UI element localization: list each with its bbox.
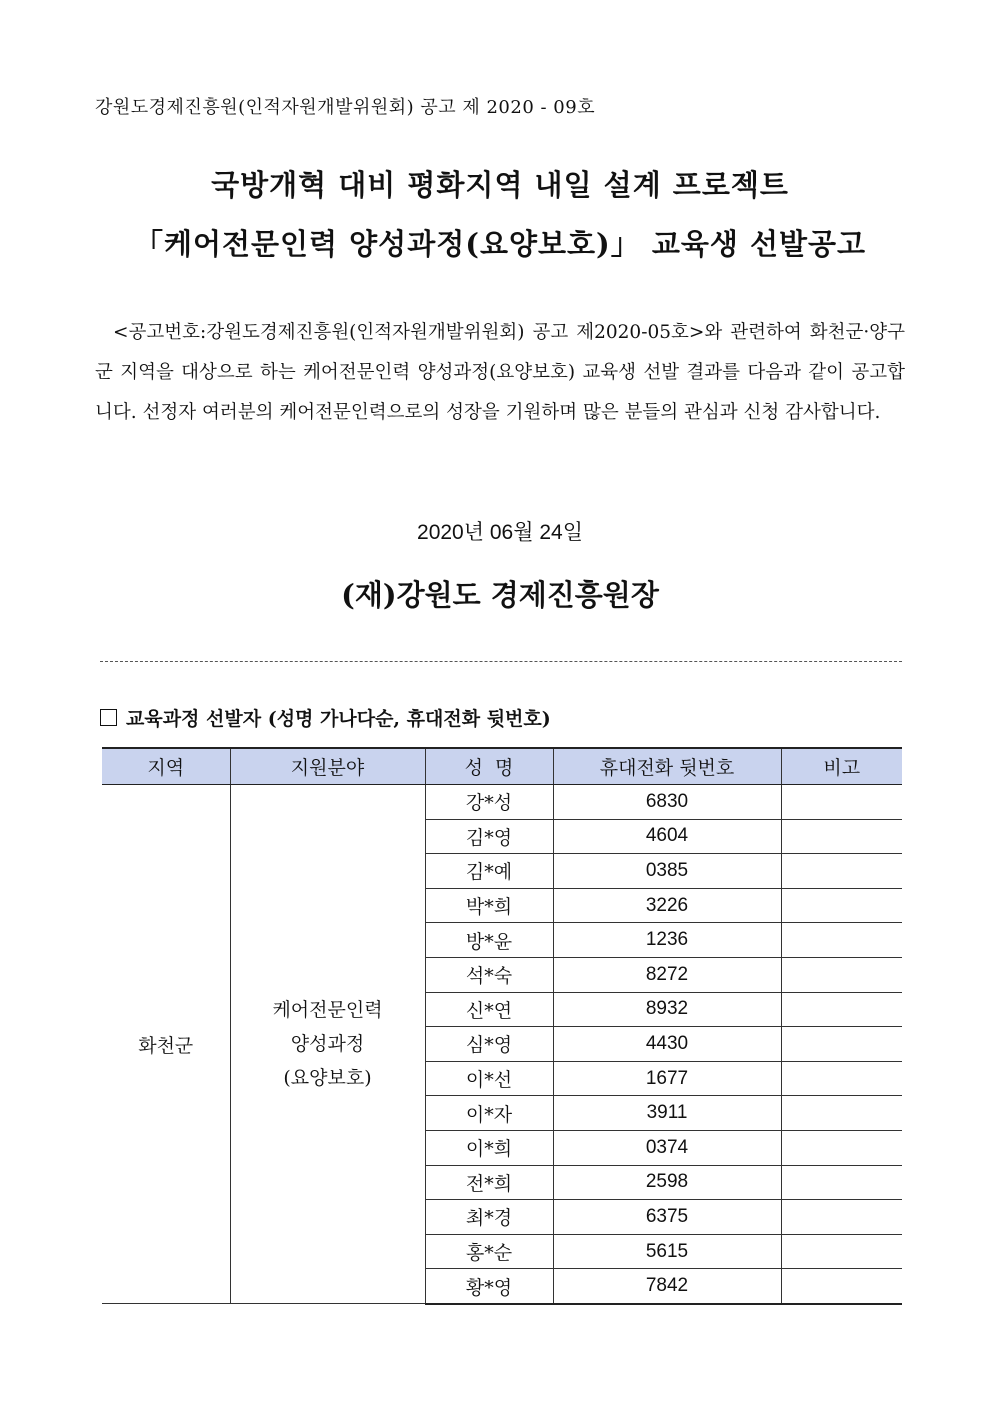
phone-cell: 0385 — [553, 854, 781, 889]
field-line: 케어전문인력 — [272, 999, 383, 1022]
note-cell — [781, 1130, 902, 1165]
table-header-row — [102, 748, 902, 785]
name-cell: 최*경 — [425, 1200, 553, 1235]
field-line: 양성과정 — [290, 1033, 365, 1056]
name-cell: 석*숙 — [425, 957, 553, 992]
name-cell: 황*영 — [425, 1269, 553, 1304]
checkbox-icon — [100, 709, 117, 726]
note-cell — [781, 785, 902, 820]
phone-cell: 3911 — [553, 1096, 781, 1131]
note-cell — [781, 1165, 902, 1200]
note-cell — [781, 854, 902, 889]
note-cell — [781, 888, 902, 923]
phone-cell: 4604 — [553, 819, 781, 854]
phone-cell: 2598 — [553, 1165, 781, 1200]
title-line-1: 국방개혁 대비 평화지역 내일 설계 프로젝트 — [211, 168, 789, 202]
name-cell: 이*자 — [425, 1096, 553, 1131]
phone-cell: 3226 — [553, 888, 781, 923]
title-line-2: 「케어전문인력 양성과정(요양보호)」 교육생 선발공고 — [133, 227, 867, 261]
phone-cell: 4430 — [553, 1027, 781, 1062]
phone-cell: 6830 — [553, 785, 781, 820]
name-cell: 심*영 — [425, 1027, 553, 1062]
name-cell: 신*연 — [425, 992, 553, 1027]
dashed-divider — [100, 661, 902, 662]
section-heading — [100, 704, 551, 731]
header-region: 지역 — [102, 748, 230, 785]
name-cell: 홍*순 — [425, 1234, 553, 1269]
note-cell — [781, 1200, 902, 1235]
note-cell — [781, 1096, 902, 1131]
announcement-body — [95, 313, 905, 433]
name-cell: 전*희 — [425, 1165, 553, 1200]
phone-cell: 7842 — [553, 1269, 781, 1304]
name-cell: 강*성 — [425, 785, 553, 820]
header-note: 비고 — [781, 748, 902, 785]
phone-cell: 5615 — [553, 1234, 781, 1269]
notice-number: 강원도경제진흥원(인적자원개발위원회) 공고 제 2020 - 09호 — [95, 97, 596, 118]
field-cell — [230, 785, 425, 1304]
note-cell — [781, 923, 902, 958]
name-cell: 방*윤 — [425, 923, 553, 958]
note-cell — [781, 1269, 902, 1304]
phone-cell: 8272 — [553, 957, 781, 992]
name-cell: 이*선 — [425, 1061, 553, 1096]
issuer: (재)강원도 경제진흥원장 — [341, 578, 659, 612]
note-cell — [781, 992, 902, 1027]
phone-cell: 1677 — [553, 1061, 781, 1096]
name-cell: 박*희 — [425, 888, 553, 923]
phone-cell: 6375 — [553, 1200, 781, 1235]
note-cell — [781, 957, 902, 992]
name-cell: 김*예 — [425, 854, 553, 889]
selection-table — [102, 747, 902, 1305]
note-cell — [781, 819, 902, 854]
header-name: 성 명 — [425, 748, 553, 785]
note-cell — [781, 1234, 902, 1269]
table-row — [102, 785, 902, 820]
field-line: (요양보호) — [283, 1067, 372, 1090]
announcement-date: 2020년 06월 24일 — [417, 521, 583, 544]
note-cell — [781, 1027, 902, 1062]
name-cell: 이*희 — [425, 1130, 553, 1165]
phone-cell: 0374 — [553, 1130, 781, 1165]
note-cell — [781, 1061, 902, 1096]
phone-cell: 8932 — [553, 992, 781, 1027]
header-field: 지원분야 — [230, 748, 425, 785]
section-heading-text: 교육과정 선발자 (성명 가나다순, 휴대전화 뒷번호) — [126, 708, 551, 730]
header-phone: 휴대전화 뒷번호 — [553, 748, 781, 785]
announcement-paragraph: <공고번호:강원도경제진흥원(인적자원개발위원회) 공고 제2020-05호>와 관련하여 화천군·양구군 지역을 대상으로 하는 케어전문인력 양성과정(요양보호) 교육생 선발 결과를 다음과 같이 공고합니다. 선정자 여러분의 케어전문인력으로의 성장을 기원하며 많은 분들의 관심과 신청 감사합니다. — [95, 322, 905, 423]
name-cell: 김*영 — [425, 819, 553, 854]
region-cell: 화천군 — [102, 785, 230, 1304]
phone-cell: 1236 — [553, 923, 781, 958]
